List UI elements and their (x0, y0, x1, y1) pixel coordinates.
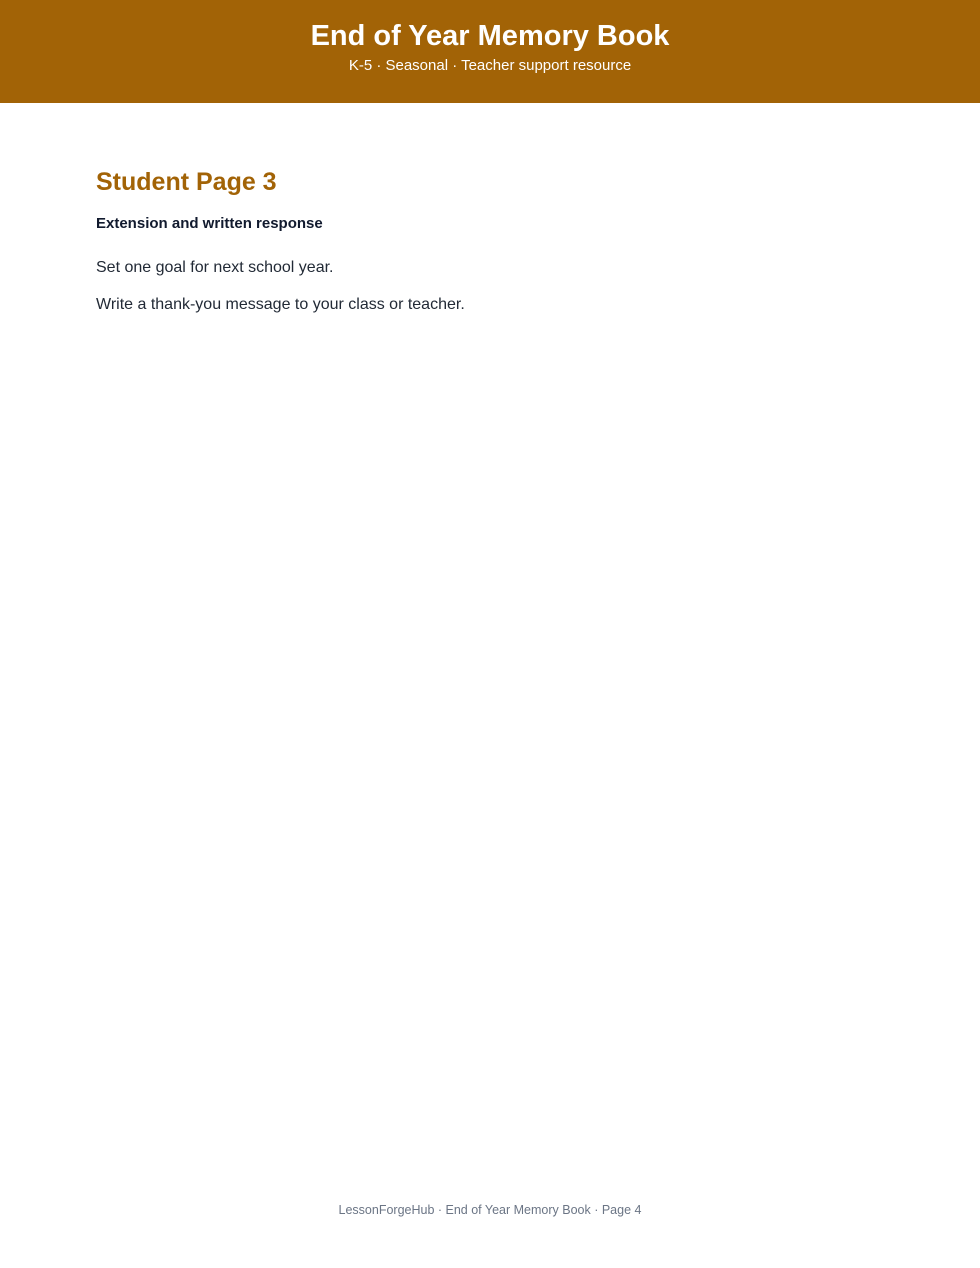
prompt-line-goal: Set one goal for next school year. (96, 259, 334, 276)
page-header-banner (0, 0, 980, 103)
section-subheading: Extension and written response (96, 215, 323, 232)
document-subtitle: K-5 · Seasonal · Teacher support resource (348, 57, 632, 74)
page-footer: LessonForgeHub · End of Year Memory Book · Page 4 (338, 1203, 642, 1217)
document-title: End of Year Memory Book (310, 20, 670, 52)
prompt-line-thank-you: Write a thank-you message to your class or teacher. (96, 296, 465, 313)
page-heading: Student Page 3 (96, 168, 277, 196)
